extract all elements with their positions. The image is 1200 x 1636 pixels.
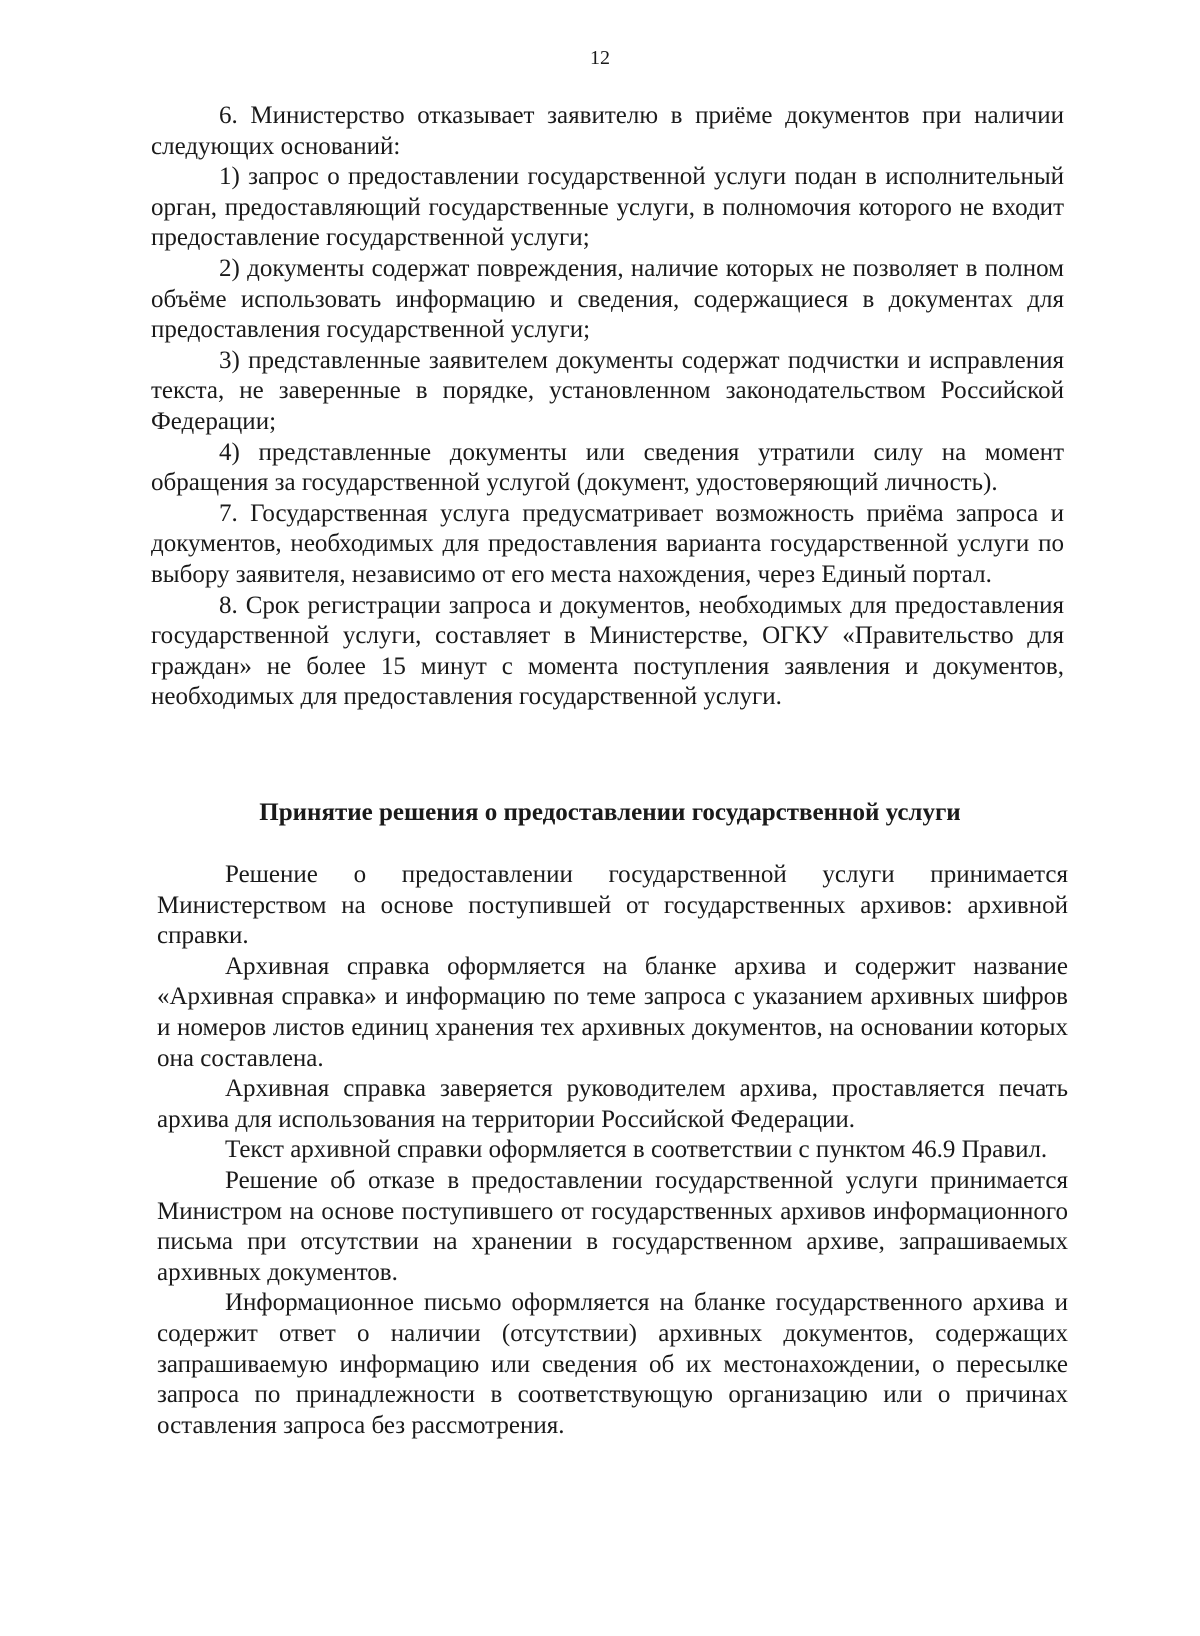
paragraph-item-8: 8. Срок регистрации запроса и документов, необходимых для предоставления государственной услуги, составляет в Министерстве, ОГКУ «Правительство для граждан» не более 15 минут с момента поступления заявления и документов, необходимых для предоставления государственной услуги. bbox=[151, 591, 1064, 711]
paragraph-subitem-2: 2) документы содержат повреждения, наличие которых не позволяет в полном объёме использовать информацию и сведения, содержащиеся в документах для предоставления государственной услуги; bbox=[151, 254, 1064, 344]
refusal-grounds-section bbox=[151, 101, 1064, 713]
decision-section bbox=[157, 860, 1068, 1441]
paragraph-archive-certificate-text: Текст архивной справки оформляется в соответствии с пунктом 46.9 Правил. bbox=[225, 1136, 1048, 1164]
paragraph-subitem-4: 4) представленные документы или сведения утратили силу на момент обращения за государственной услугой (документ, удостоверяющий личность). bbox=[151, 438, 1064, 497]
paragraph-decision-grant: Решение о предоставлении государственной услуги принимается Министерством на основе поступившей от государственных архивов: архивной справки. bbox=[157, 861, 1068, 950]
paragraph-decision-refusal: Решение об отказе в предоставлении государственной услуги принимается Министром на основе поступившего от государственных архивов информационного письма при отсутствии на хранении в государственном архиве, запрашиваемых архивных документов. bbox=[157, 1166, 1068, 1286]
paragraph-item-6: 6. Министерство отказывает заявителю в приёме документов при наличии следующих оснований: bbox=[151, 102, 1064, 160]
paragraph-subitem-1: 1) запрос о предоставлении государственной услуги подан в исполнительный орган, предоставляющий государственные услуги, в полномочия которого не входит предоставление государственной услуги; bbox=[151, 163, 1064, 252]
paragraph-archive-certificate-seal: Архивная справка заверяется руководителем архива, проставляется печать архива для использования на территории Российской Федерации. bbox=[157, 1075, 1068, 1133]
paragraph-archive-certificate-form: Архивная справка оформляется на бланке архива и содержит название «Архивная справка» и информацию по теме запроса с указанием архивных шифров и номеров листов единиц хранения тех архивных документов, на основании которых она составлена. bbox=[157, 952, 1068, 1072]
page-number: 12 bbox=[590, 47, 610, 69]
section-heading: Принятие решения о предоставлении государственной услуги bbox=[259, 799, 961, 826]
paragraph-information-letter: Информационное письмо оформляется на бланке государственного архива и содержит ответ о наличии (отсутствии) архивных документов, содержащих запрашиваемую информацию или сведения об их местонахождении, о пересылке запроса по принадлежности в соответствующую организацию или о причинах оставления запроса без рассмотрения. bbox=[157, 1289, 1068, 1439]
paragraph-item-7: 7. Государственная услуга предусматривает возможность приёма запроса и документов, необходимых для предоставления варианта государственной услуги по выбору заявителя, независимо от его места нахождения, через Единый портал. bbox=[151, 499, 1064, 588]
paragraph-subitem-3: 3) представленные заявителем документы содержат подчистки и исправления текста, не заверенные в порядке, установленном законодательством Российской Федерации; bbox=[151, 346, 1064, 435]
